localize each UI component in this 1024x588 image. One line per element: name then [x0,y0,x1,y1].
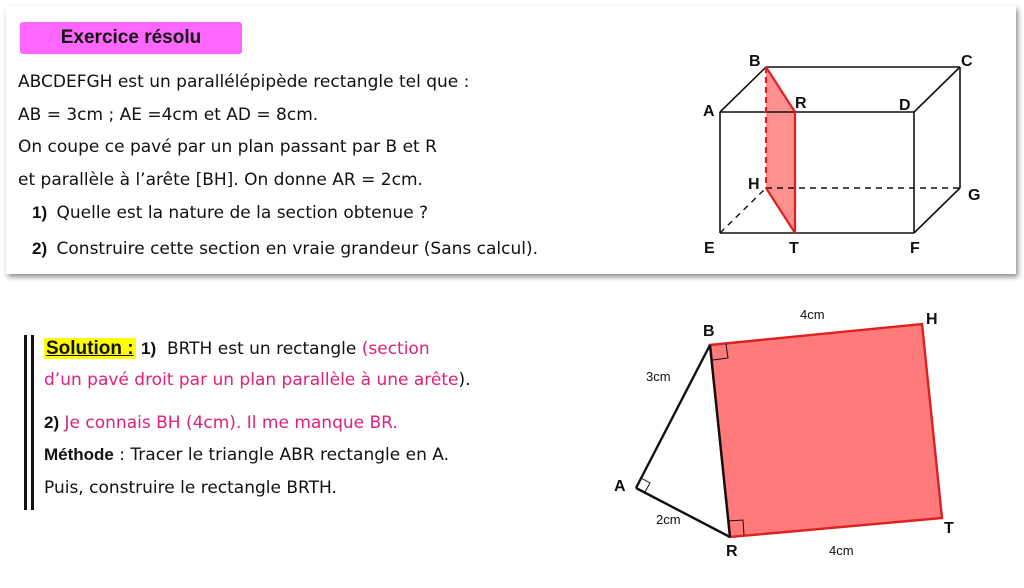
method-label: Méthode [44,445,114,464]
answer-note-close: ). [458,370,471,390]
label-f: F [910,240,920,257]
label-r: R [795,95,807,112]
label-e: E [704,240,715,257]
question-number: 2) [32,239,48,258]
question-text: Construire cette section en vraie grandeur (Sans calcul). [56,239,539,259]
segment-ar [636,488,730,537]
answer-note: d’un pavé droit par un plan parallèle à une arête [44,370,459,390]
label-t: T [944,520,954,537]
exercise-title: Exercice résolu [20,22,242,54]
dim-ar: 2cm [656,512,681,527]
statement-line: On coupe ce pavé par un plan passant par B et R [18,137,437,157]
statement-line: AB = 3cm ; AE =4cm et AD = 8cm. [18,104,319,125]
segment-ab [636,345,710,488]
question-text: Quelle est la nature de la section obtenue ? [56,203,429,223]
method-text: Puis, construire le rectangle BRTH. [44,478,337,498]
label-t: T [789,240,799,257]
label-b: B [749,53,761,70]
answer-note: (section [361,339,430,359]
answer-number: 1) [141,339,157,358]
dim-rt: 4cm [829,543,854,558]
label-a: A [614,478,626,495]
label-b: B [703,323,715,340]
answer-number: 2) [44,413,60,432]
label-r: R [726,543,738,560]
statement-line: et parallèle à l’arête [BH]. On donne AR = 2cm. [18,169,423,190]
label-d: D [899,97,911,114]
answer-text: BRTH est un rectangle [166,339,357,359]
right-angle-mark [641,478,650,492]
solution-label: Solution : [46,338,134,359]
statement-line: ABCDEFGH est un parallélépipède rectangle tel que : [18,72,470,92]
answer-note: Je connais BH (4cm). Il me manque BR. [64,413,398,433]
dim-ab: 3cm [646,369,671,384]
label-h: H [748,176,760,193]
rectangle-brth [710,324,942,537]
question-number: 1) [32,203,48,222]
label-c: C [961,53,973,70]
label-a: A [703,103,715,120]
label-h: H [926,311,938,328]
label-g: G [968,187,981,204]
dim-bh: 4cm [800,307,825,322]
method-text: : Tracer le triangle ABR rectangle en A. [113,445,449,465]
